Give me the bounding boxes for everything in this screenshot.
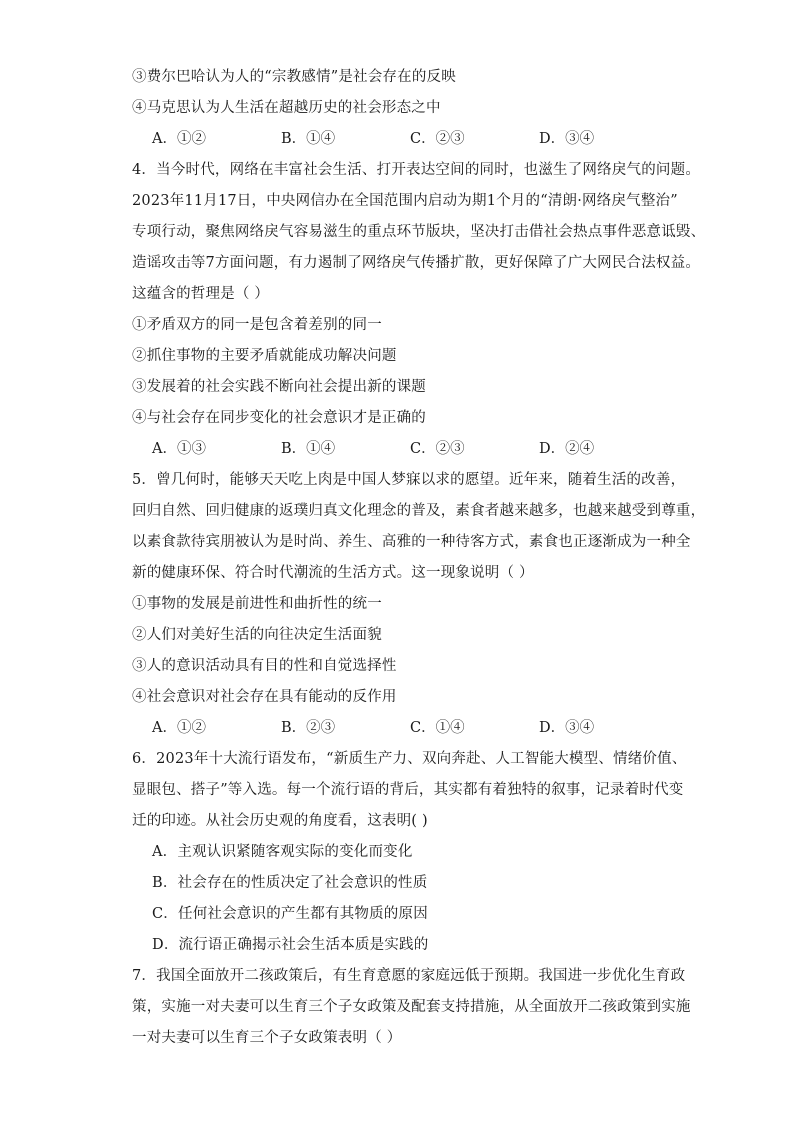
exam-content: [132, 62, 706, 1054]
q6-stem-line: 6．2023年十大流行语发布，“新质生产力、双向奔赴、人工智能大模型、情绪价值、: [132, 751, 687, 767]
q7-stem-line: 一对夫妻可以生育三个子女政策表明（ ）: [132, 1030, 402, 1046]
q3-item-3: ③费尔巴哈认为人的“宗教感情”是社会存在的反映: [132, 69, 456, 85]
q4-option-d: D．②④: [539, 441, 595, 457]
q6-choice-c: C．任何社会意识的产生都有其物质的原因: [152, 906, 428, 922]
q4-option-a: A．①③: [152, 441, 206, 457]
q6-choice-b: B．社会存在的性质决定了社会意识的性质: [152, 875, 428, 891]
q3-item-4: ④马克思认为人生活在超越历史的社会形态之中: [132, 100, 441, 116]
q5-item-1: ①事物的发展是前进性和曲折性的统一: [132, 596, 382, 612]
q3-option-c: C．②③: [410, 131, 465, 147]
q5-stem-line: 5．曾几何时，能够天天吃上肉是中国人梦寐以求的愿望。近年来，随着生活的改善，: [132, 472, 686, 488]
q4-item-1: ①矛盾双方的同一是包含着差别的同一: [132, 317, 382, 333]
q4-stem-line: 4．当今时代，网络在丰富社会生活、打开表达空间的同时，也滋生了网络戾气的问题。: [132, 162, 701, 178]
q3-option-d: D．③④: [539, 131, 595, 147]
q4-item-4: ④与社会存在同步变化的社会意识才是正确的: [132, 410, 426, 426]
q4-option-b: B．①④: [281, 441, 336, 457]
q5-options: [132, 713, 668, 744]
q6-stem-line: 迁的印迹。从社会历史观的角度看，这表明( ): [132, 813, 428, 829]
q3-option-a: A．①②: [152, 131, 206, 147]
q5-option-a: A．①②: [152, 720, 206, 736]
q5-stem-line: 回归自然、回归健康的返璞归真文化理念的普及，素食者越来越多，也越来越受到尊重，: [132, 503, 706, 519]
q4-options: [132, 434, 668, 465]
q4-stem-line: 2023年11月17日，中央网信办在全国范围内启动为期1个月的“清朗·网络戾气整治”: [132, 193, 678, 209]
q6-choice-a: A．主观认识紧随客观实际的变化而变化: [152, 844, 413, 860]
q4-item-3: ③发展着的社会实践不断向社会提出新的课题: [132, 379, 426, 395]
q7-stem-line: 7．我国全面放开二孩政策后，有生育意愿的家庭远低于预期。我国进一步优化生育政: [132, 968, 686, 984]
q5-option-d: D．③④: [539, 720, 595, 736]
q6-choice-d: D．流行语正确揭示社会生活本质是实践的: [152, 937, 429, 953]
q3-options: [132, 124, 668, 155]
q4-option-c: C．②③: [410, 441, 465, 457]
q4-item-2: ②抓住事物的主要矛盾就能成功解决问题: [132, 348, 397, 364]
q4-stem-line: 造谣攻击等7方面问题，有力遏制了网络戾气传播扩散，更好保障了广大网民合法权益。: [132, 255, 701, 271]
q5-option-c: C．①④: [410, 720, 465, 736]
q5-option-b: B．②③: [281, 720, 336, 736]
q5-item-3: ③人的意识活动具有目的性和自觉选择性: [132, 658, 397, 674]
q6-stem-line: 显眼包、搭子”等入选。每一个流行语的背后，其实都有着独特的叙事，记录着时代变: [132, 782, 684, 798]
q5-stem-line: 以素食款待宾朋被认为是时尚、养生、高雅的一种待客方式，素食也正逐渐成为一种全: [132, 534, 691, 550]
q5-item-2: ②人们对美好生活的向往决定生活面貌: [132, 627, 382, 643]
q4-stem-line: 专项行动，聚焦网络戾气容易滋生的重点环节版块，坚决打击借社会热点事件恶意诋毁、: [132, 224, 706, 240]
q4-stem-line: 这蕴含的哲理是（ ）: [132, 286, 270, 302]
q7-stem-line: 策，实施一对夫妻可以生育三个子女政策及配套支持措施，从全面放开二孩政策到实施: [132, 999, 691, 1015]
q5-item-4: ④社会意识对社会存在具有能动的反作用: [132, 689, 397, 705]
q3-option-b: B．①④: [281, 131, 336, 147]
q5-stem-line: 新的健康环保、符合时代潮流的生活方式。这一现象说明（ ）: [132, 565, 534, 581]
